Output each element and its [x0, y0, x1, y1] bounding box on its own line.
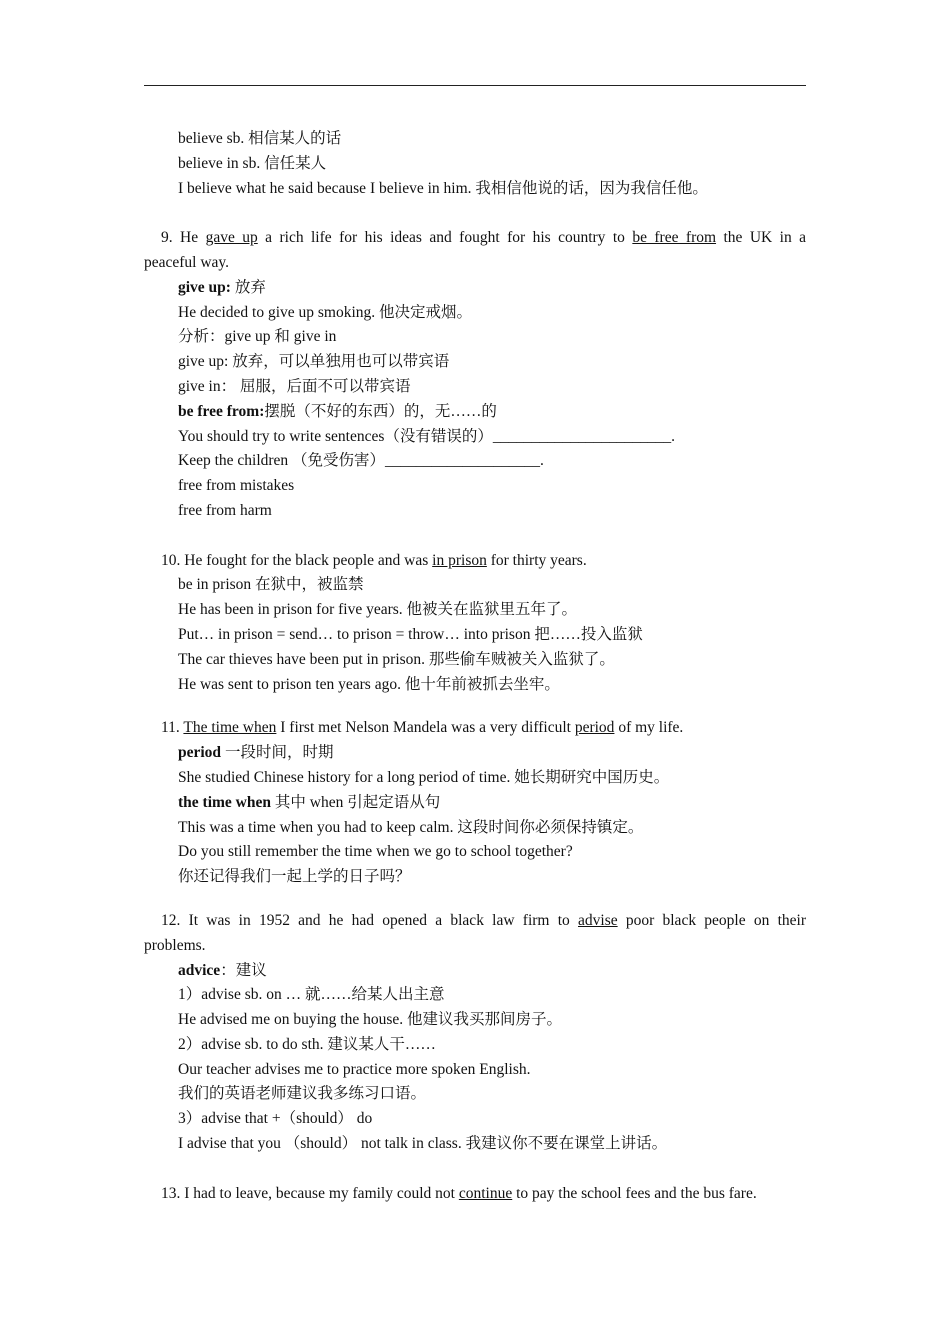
sentence-9-cont: peaceful way.	[144, 253, 230, 271]
exercise-line: You should try to write sentences（没有错误的）_______________________.	[178, 427, 675, 445]
text-line: The car thieves have been put in prison. 那些偷车贼被关入监狱了。	[178, 650, 615, 668]
sentence-12: 12. It was in 1952 and he had opened a black law firm to advise poor black people on their	[161, 911, 806, 929]
underlined-phrase: be free from	[632, 229, 717, 247]
text-line: 3）advise that +（should） do	[178, 1110, 373, 1128]
underlined-phrase: gave up	[205, 229, 258, 247]
note-heading: give up: 放弃	[178, 278, 266, 296]
text-line: be in prison 在狱中，被监禁	[178, 576, 364, 594]
text-line: give in： 屈服，后面不可以带宾语	[178, 377, 411, 395]
text-line: Put… in prison = send… to prison = throw… into prison 把……投入监狱	[178, 625, 643, 643]
underlined-phrase: continue	[458, 1184, 513, 1202]
underlined-phrase: The time when	[183, 719, 277, 737]
text-line: This was a time when you had to keep calm. 这段时间你必须保持镇定。	[178, 818, 644, 836]
text-line: She studied Chinese history for a long period of time. 她长期研究中国历史。	[178, 768, 670, 786]
text-line: Our teacher advises me to practice more spoken English.	[178, 1060, 531, 1078]
note-heading: be free from:摆脱（不好的东西）的，无……的	[178, 402, 497, 420]
sentence-9: 9. He gave up a rich life for his ideas and fought for his country to be free from the UK in a	[161, 229, 807, 247]
text-line: 分析：give up 和 give in	[178, 328, 337, 346]
note-heading: advice：建议	[178, 961, 267, 979]
text-line: I believe what he said because I believe in him. 我相信他说的话，因为我信任他。	[178, 179, 708, 197]
text-line: 我们的英语老师建议我多练习口语。	[178, 1085, 427, 1103]
sentence-10: 10. He fought for the black people and was in prison for thirty years.	[161, 551, 587, 569]
text-line: He advised me on buying the house. 他建议我买那间房子。	[178, 1011, 563, 1029]
text-line: 1）advise sb. on … 就……给某人出主意	[178, 986, 445, 1004]
header-rule	[144, 85, 806, 86]
sentence-11: 11. The time when I first met Nelson Mandela was a very difficult period of my life.	[161, 719, 684, 737]
underlined-phrase: in prison	[432, 551, 487, 569]
underlined-phrase: period	[574, 719, 615, 737]
text-line: 2）advise sb. to do sth. 建议某人干……	[178, 1035, 436, 1053]
text-line: 你还记得我们一起上学的日子吗？	[178, 868, 411, 886]
text-line: He decided to give up smoking. 他决定戒烟。	[178, 303, 473, 321]
exercise-line: Keep the children （免受伤害）____________________.	[178, 452, 544, 470]
text-line: believe sb. 相信某人的话	[178, 130, 342, 147]
text-line: He was sent to prison ten years ago. 他十年前被抓去坐牢。	[178, 675, 560, 693]
text-line: believe in sb. 信任某人	[178, 154, 327, 172]
text-line: He has been in prison for five years. 他被关在监狱里五年了。	[178, 601, 578, 619]
note-heading: the time when 其中 when 引起定语从句	[178, 793, 441, 811]
answer-line: free from harm	[178, 501, 272, 519]
sentence-13: 13. I had to leave, because my family could not continue to pay the school fees and the bus fare.	[161, 1184, 757, 1202]
underlined-phrase: advise	[578, 911, 618, 929]
sentence-12-cont: problems.	[144, 936, 206, 954]
answer-line: free from mistakes	[178, 477, 295, 495]
text-line: give up: 放弃，可以单独用也可以带宾语	[178, 353, 450, 371]
text-line: Do you still remember the time when we go to school together?	[178, 843, 573, 861]
note-heading: period 一段时间，时期	[178, 744, 334, 762]
document-body	[144, 127, 806, 1206]
text-line: I advise that you （should） not talk in class. 我建议你不要在课堂上讲话。	[178, 1135, 668, 1153]
